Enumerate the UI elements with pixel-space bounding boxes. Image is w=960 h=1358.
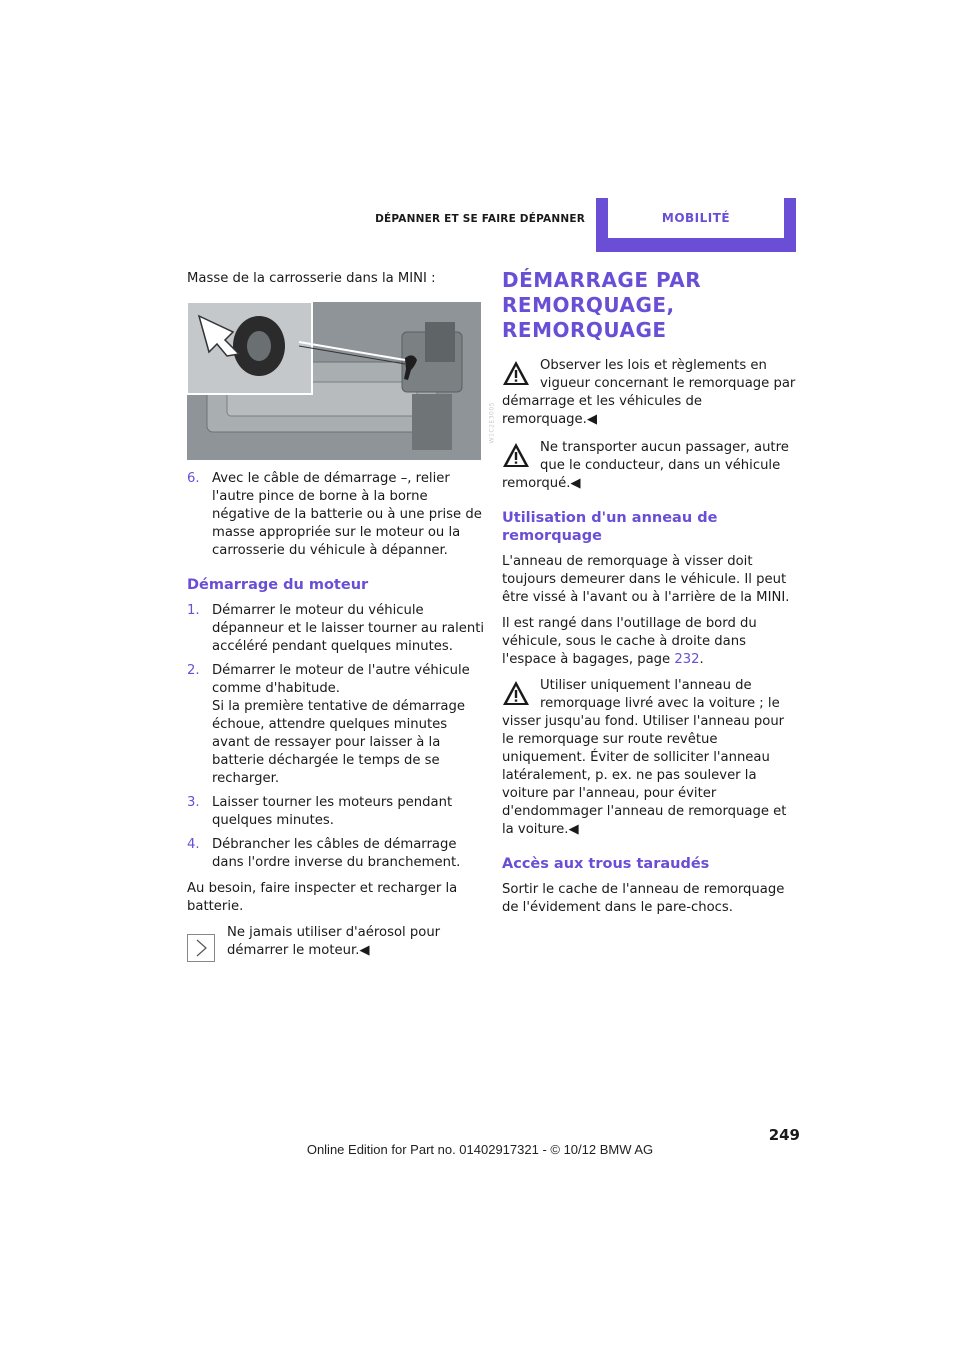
engine-illustration xyxy=(187,302,481,460)
step-text-continued: Si la première tentative de démarrage échoue, attendre quelques minutes avant de ressayer pour laisser à la batterie déchargée le temps de se recharger. xyxy=(212,699,465,786)
step-text: Démarrer le moteur du véhicule dépanneur et le laisser tourner au ralenti accéléré pendant quelques minutes. xyxy=(212,603,485,654)
tip-arrow-icon xyxy=(187,934,215,962)
step-text: Débrancher les câbles de démarrage dans l'ordre inverse du branchement. xyxy=(212,837,461,870)
warning-icon xyxy=(502,679,530,707)
list-item xyxy=(187,794,485,830)
paragraph-text: . xyxy=(699,652,704,667)
running-header: DÉPANNER ET SE FAIRE DÉPANNER xyxy=(375,213,585,225)
paragraph: Sortir le cache de l'anneau de remorquage de l'évidement dans le pare-chocs. xyxy=(502,882,785,915)
battery-note: Au besoin, faire inspecter et recharger la batterie. xyxy=(187,881,458,914)
page-reference-link[interactable]: 232 xyxy=(674,652,700,667)
engine-ground-figure xyxy=(187,302,495,460)
subheading-threaded-holes: Accès aux trous taraudés xyxy=(502,856,710,872)
list-item xyxy=(187,662,485,788)
step-number: 2. xyxy=(187,663,200,678)
step-text: Avec le câble de démarrage –, relier l'autre pince de borne à la borne négative de la batterie ou à une prise de masse appropriée sur le moteur ou la carrosserie du véhicule à dépanner. xyxy=(212,471,482,558)
step-text: Laisser tourner les moteurs pendant quelques minutes. xyxy=(212,795,453,828)
warning-text: Observer les lois et règlements en vigueur concernant le remorquage par démarrage et les véhicules de remorquage.◀ xyxy=(502,358,796,427)
paragraph: L'anneau de remorquage à visser doit toujours demeurer dans le véhicule. Il peut être vissé à l'avant ou à l'arrière de la MINI. xyxy=(502,554,790,605)
left-column xyxy=(187,270,495,970)
section-tab-label: MOBILITÉ xyxy=(608,198,784,238)
paragraph-text: Il est rangé dans l'outillage de bord du véhicule, sous le cache à droite dans l'espace à bagages, page xyxy=(502,616,757,667)
subheading-engine-start: Démarrage du moteur xyxy=(187,577,369,593)
step-number: 1. xyxy=(187,603,200,618)
step-list-continued xyxy=(187,470,485,560)
tip-note xyxy=(187,924,485,960)
step-number: 6. xyxy=(187,471,200,486)
section-tab xyxy=(596,198,796,252)
step-number: 3. xyxy=(187,795,200,810)
subheading-tow-ring: Utilisation d'un anneau de remorquage xyxy=(502,510,718,544)
step-number: 4. xyxy=(187,837,200,852)
warning-text: Utiliser uniquement l'anneau de remorquage livré avec la voiture ; le visser jusqu'au fond. Utiliser l'anneau pour le remorquage sur route revêtue uniquement. Éviter de solliciter l'anneau latéralement, p. ex. ne pas soulever la voiture par l'anneau, pour éviter d'endommager l'anneau de remorquage et la voiture.◀ xyxy=(502,678,787,837)
paragraph xyxy=(502,615,798,669)
warning-icon xyxy=(502,441,530,469)
warning-note xyxy=(502,357,798,429)
tip-text: Ne jamais utiliser d'aérosol pour démarrer le moteur.◀ xyxy=(227,925,441,958)
warning-text: Ne transporter aucun passager, autre que le conducteur, dans un véhicule remorqué.◀ xyxy=(502,440,789,491)
step-text: Démarrer le moteur de l'autre véhicule comme d'habitude. xyxy=(212,663,470,696)
footer-edition: Online Edition for Part no. 01402917321 - © 10/12 BMW AG xyxy=(306,1142,654,1157)
section-title: DÉMARRAGE PAR REMORQUAGE, REMORQUAGE xyxy=(502,268,702,342)
figure-code: W1C2E3005 xyxy=(488,402,495,444)
engine-start-steps xyxy=(187,602,485,872)
list-item xyxy=(187,602,485,656)
list-item xyxy=(187,470,485,560)
figure-intro: Masse de la carrosserie dans la MINI : xyxy=(187,271,436,286)
right-column xyxy=(502,268,798,925)
list-item xyxy=(187,836,485,872)
warning-icon xyxy=(502,359,530,387)
page-number: 249 xyxy=(768,1126,800,1144)
warning-note xyxy=(502,439,798,493)
warning-note xyxy=(502,677,798,839)
